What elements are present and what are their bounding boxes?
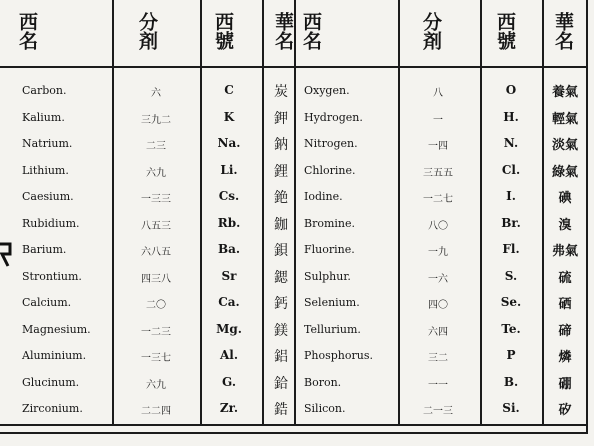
symbol-cell: Al. — [219, 348, 239, 362]
chinese-name-cell: 弗氣 — [551, 244, 578, 259]
western-name-cell: Rubidium. — [22, 216, 80, 230]
dose-cell: 一二三 — [141, 326, 171, 338]
header-western-name: 西名 — [16, 12, 38, 50]
western-name-cell: Aluminium. — [22, 349, 87, 362]
western-name-cell: Carbon. — [22, 84, 67, 97]
dose-cell: 三九二 — [141, 114, 171, 126]
western-name-cell: Oxygen. — [304, 84, 350, 97]
symbol-cell: G. — [222, 374, 236, 389]
header-chinese-name-right: 華名 — [552, 12, 574, 50]
chinese-name-cell: 鉀 — [274, 110, 288, 127]
column-rule — [398, 0, 400, 424]
western-name-cell: Boron. — [304, 375, 342, 389]
symbol-cell: B. — [503, 374, 519, 389]
symbol-cell: Si. — [502, 401, 520, 415]
chinese-name-cell: 鋁 — [274, 349, 288, 365]
column-rule — [480, 0, 482, 424]
chinese-name-cell: 硫 — [558, 270, 572, 286]
dose-cell: 八五三 — [141, 220, 171, 232]
column-rule — [262, 0, 264, 424]
symbol-cell: Mg. — [216, 321, 242, 336]
chinese-name-cell: 銫 — [274, 190, 288, 206]
western-name-cell: Bromine. — [304, 216, 356, 230]
chinese-name-cell: 燐 — [558, 350, 572, 365]
chinese-name-cell: 鍶 — [274, 269, 288, 286]
dose-cell: 一三七 — [141, 353, 171, 364]
symbol-cell: Se. — [500, 295, 522, 309]
symbol-cell: Ca. — [218, 295, 240, 309]
dose-cell: 六九 — [146, 167, 166, 179]
dose-cell: 一二七 — [423, 194, 453, 205]
chinese-name-cell: 鉫 — [274, 216, 288, 233]
chinese-name-cell: 碲 — [558, 323, 572, 339]
dose-cell: 六四 — [428, 326, 448, 338]
header-chinese-name: 華名 — [272, 12, 294, 50]
western-name-cell: Hydrogen. — [304, 110, 363, 124]
symbol-cell: I. — [506, 189, 516, 203]
western-name-cell: Strontium. — [22, 269, 82, 283]
western-name-cell: Zirconium. — [22, 402, 83, 415]
western-name-cell: Natrium. — [22, 137, 73, 150]
western-name-cell: Iodine. — [304, 190, 343, 203]
header-dose-right: 分剤 — [420, 12, 442, 50]
header-western-symbol: 西號 — [212, 12, 234, 50]
chinese-name-cell: 矽 — [558, 403, 572, 418]
header-western-name-right: 西名 — [300, 12, 322, 50]
chinese-name-cell: 綠氣 — [551, 164, 578, 180]
dose-cell: 一一 — [428, 379, 448, 391]
dose-cell: 一三三 — [141, 194, 171, 205]
chinese-name-cell: 鋯 — [274, 402, 288, 418]
dose-cell: 一四 — [428, 141, 448, 152]
symbol-cell: O — [505, 83, 517, 97]
western-name-cell: Tellurium. — [304, 322, 361, 336]
chinese-name-cell: 鈣 — [274, 296, 288, 312]
symbol-cell: C — [224, 83, 234, 97]
symbol-cell: Sr — [221, 268, 237, 283]
dose-cell: 一 — [433, 114, 443, 126]
column-rule — [294, 0, 296, 424]
dose-cell: 二一三 — [423, 406, 453, 417]
bottom-rule-outer — [0, 432, 588, 434]
dose-cell: 八〇 — [428, 220, 448, 232]
western-name-cell: Fluorine. — [304, 243, 355, 256]
western-name-cell: Chlorine. — [304, 163, 356, 177]
western-name-cell: Caesium. — [22, 190, 74, 203]
symbol-cell: Cl. — [501, 162, 521, 177]
dose-cell: 四三八 — [141, 273, 171, 285]
symbol-cell: S. — [504, 268, 518, 283]
symbol-cell: Zr. — [219, 401, 239, 415]
western-name-cell: Sulphur. — [304, 269, 351, 283]
western-name-cell: Glucinum. — [22, 375, 80, 389]
symbol-cell: P — [506, 348, 516, 362]
bottom-rule — [0, 424, 588, 426]
western-name-cell: Calcium. — [22, 296, 72, 309]
western-name-cell: Silicon. — [304, 402, 346, 415]
chinese-name-cell: 鉿 — [274, 375, 288, 392]
chinese-name-cell: 鎂 — [274, 322, 288, 339]
header-western-symbol-right: 西號 — [494, 12, 516, 50]
western-name-cell: Lithium. — [22, 163, 69, 177]
symbol-cell: Cs. — [218, 189, 240, 203]
chinese-name-cell: 鋰 — [274, 163, 288, 180]
symbol-cell: Te. — [501, 321, 521, 336]
dose-cell: 八 — [433, 88, 443, 99]
dose-cell: 四〇 — [428, 300, 448, 311]
chinese-name-cell: 鋇 — [274, 243, 288, 259]
symbol-cell: Ba. — [217, 242, 241, 256]
symbol-cell: Br. — [501, 215, 521, 230]
western-name-cell: Magnesium. — [22, 322, 91, 336]
header-rule — [0, 66, 588, 68]
chinese-name-cell: 碘 — [558, 191, 572, 206]
symbol-cell: N. — [503, 136, 519, 150]
dose-cell: 一六 — [428, 273, 448, 285]
dose-cell: 六 — [151, 88, 161, 99]
dose-cell: 二〇 — [146, 300, 166, 311]
chinese-name-cell: 鈉 — [274, 137, 288, 153]
western-name-cell: Phosphorus. — [304, 349, 373, 362]
western-name-cell: Kalium. — [22, 110, 65, 124]
symbol-cell: Rb. — [217, 215, 241, 230]
symbol-cell: Fl. — [502, 242, 520, 256]
chinese-name-cell: 輕氣 — [551, 111, 578, 127]
dose-cell: 六八五 — [141, 247, 171, 258]
margin-mark-icon — [0, 240, 12, 268]
chinese-name-cell: 溴 — [558, 217, 572, 233]
chinese-name-cell: 炭 — [274, 84, 288, 100]
dose-cell: 一九 — [428, 247, 448, 258]
western-name-cell: Barium. — [22, 243, 67, 256]
dose-cell: 三二 — [428, 353, 448, 364]
dose-cell: 三五五 — [423, 167, 453, 179]
symbol-cell: Li. — [220, 162, 238, 177]
dose-cell: 六九 — [146, 379, 166, 391]
dose-cell: 二三 — [146, 141, 166, 152]
western-name-cell: Nitrogen. — [304, 137, 358, 150]
dose-cell: 二二四 — [141, 406, 171, 417]
column-rule — [112, 0, 114, 424]
column-rule — [200, 0, 202, 424]
symbol-cell: Na. — [217, 136, 241, 150]
western-name-cell: Selenium. — [304, 296, 360, 309]
symbol-cell: K — [223, 109, 235, 124]
symbol-cell: H. — [503, 109, 519, 124]
chinese-name-cell: 硒 — [558, 297, 572, 312]
chinese-name-cell: 養氣 — [551, 85, 578, 100]
header-dose: 分剤 — [136, 12, 158, 50]
chinese-name-cell: 淡氣 — [551, 138, 578, 153]
chinese-name-cell: 硼 — [558, 376, 572, 392]
